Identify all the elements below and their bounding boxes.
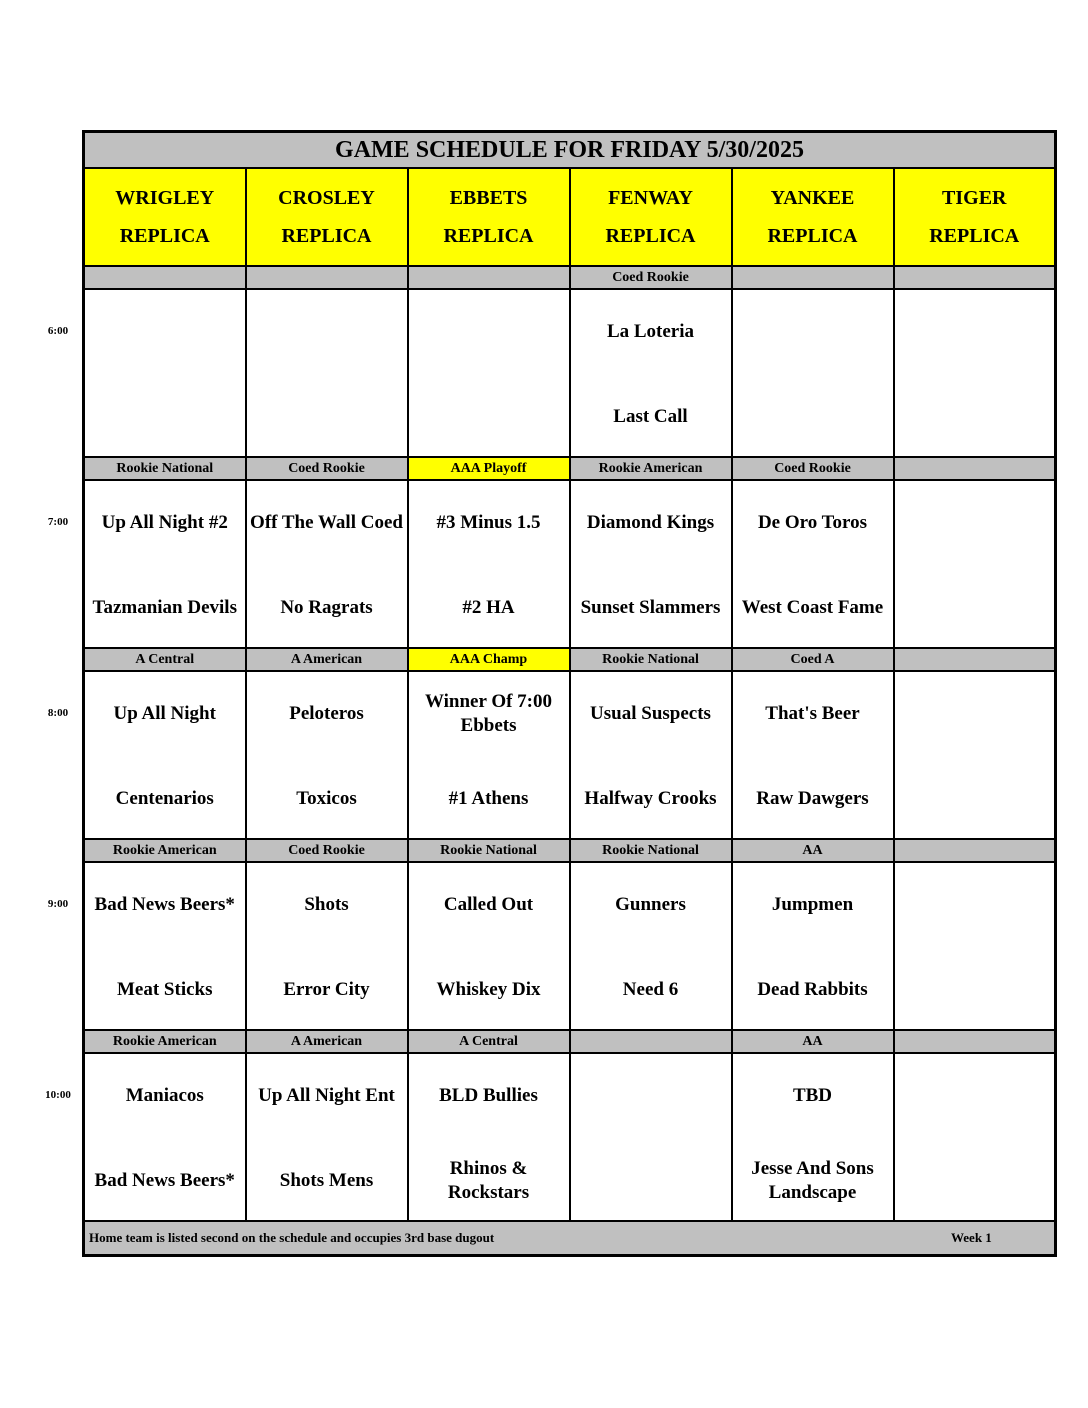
game-cell bbox=[246, 480, 408, 648]
away-team bbox=[895, 875, 1055, 935]
home-team bbox=[895, 387, 1055, 447]
home-team bbox=[895, 578, 1055, 638]
home-team-name: Toxicos bbox=[296, 788, 357, 809]
away-team bbox=[733, 493, 893, 553]
division-label bbox=[894, 839, 1056, 862]
time-slot-label: 7:00 bbox=[47, 516, 69, 528]
division-label bbox=[894, 648, 1056, 671]
venue-name: CROSLEY bbox=[278, 187, 375, 209]
division-label: AAA Champ bbox=[408, 648, 570, 671]
away-team-name: La Loteria bbox=[606, 321, 695, 342]
away-team-name: BLD Bullies bbox=[439, 1085, 538, 1106]
game-cell bbox=[408, 862, 570, 1030]
division-label bbox=[894, 266, 1056, 289]
away-team bbox=[571, 684, 731, 744]
game-cell bbox=[894, 671, 1056, 839]
venue-row bbox=[84, 168, 1056, 266]
division-label: Rookie National bbox=[84, 457, 246, 480]
footer-row bbox=[84, 1221, 1056, 1256]
venue-header bbox=[570, 168, 732, 266]
venue-subtitle: REPLICA bbox=[767, 225, 858, 247]
game-cell bbox=[732, 671, 894, 839]
game-cell bbox=[246, 1053, 408, 1221]
game-cell bbox=[570, 862, 732, 1030]
division-label bbox=[894, 457, 1056, 480]
home-team-name: Raw Dawgers bbox=[756, 788, 869, 809]
time-slot-label: 9:00 bbox=[47, 898, 69, 910]
footer bbox=[84, 1221, 1056, 1256]
away-team-name: #3 Minus 1.5 bbox=[436, 512, 541, 533]
away-team-name: De Oro Toros bbox=[757, 512, 868, 533]
venue-header bbox=[732, 168, 894, 266]
home-team bbox=[733, 1151, 893, 1211]
away-team bbox=[85, 493, 245, 553]
division-label bbox=[246, 266, 408, 289]
away-team bbox=[895, 493, 1055, 553]
away-team-name: Shots bbox=[304, 894, 349, 915]
away-team bbox=[571, 875, 731, 935]
away-team bbox=[409, 493, 569, 553]
game-cell bbox=[570, 1053, 732, 1221]
division-row bbox=[84, 266, 1056, 289]
division-label: A American bbox=[246, 1030, 408, 1053]
week-label: Week 1 bbox=[951, 1230, 992, 1245]
venue-name: WRIGLEY bbox=[115, 187, 215, 209]
home-team bbox=[571, 769, 731, 829]
home-team-name: Whiskey Dix bbox=[436, 979, 541, 1000]
game-cell bbox=[408, 289, 570, 457]
division-label: Rookie American bbox=[570, 457, 732, 480]
home-team-name: Centenarios bbox=[115, 788, 214, 809]
home-team bbox=[85, 387, 245, 447]
division-label: Rookie National bbox=[570, 648, 732, 671]
game-row bbox=[84, 480, 1056, 648]
division-label bbox=[84, 266, 246, 289]
division-label: Coed Rookie bbox=[246, 457, 408, 480]
game-cell bbox=[84, 289, 246, 457]
home-team bbox=[247, 387, 407, 447]
away-team bbox=[247, 302, 407, 362]
home-team-name: #2 HA bbox=[462, 597, 515, 618]
home-team bbox=[733, 578, 893, 638]
home-team bbox=[247, 960, 407, 1020]
home-team bbox=[571, 960, 731, 1020]
home-team bbox=[895, 1151, 1055, 1211]
home-team-name: Last Call bbox=[613, 406, 688, 427]
home-team bbox=[85, 769, 245, 829]
venue-name: FENWAY bbox=[608, 187, 693, 209]
schedule-title: GAME SCHEDULE FOR FRIDAY 5/30/2025 bbox=[84, 132, 1056, 169]
venue-header bbox=[84, 168, 246, 266]
venue-subtitle: REPLICA bbox=[443, 225, 534, 247]
venue-header bbox=[408, 168, 570, 266]
venue-name: EBBETS bbox=[449, 187, 528, 209]
home-team bbox=[85, 1151, 245, 1211]
away-team bbox=[247, 493, 407, 553]
home-team-name: Rhinos & Rockstars bbox=[447, 1158, 530, 1203]
division-label: A Central bbox=[408, 1030, 570, 1053]
venue-name: YANKEE bbox=[770, 187, 855, 209]
home-team bbox=[895, 960, 1055, 1020]
division-label: Rookie National bbox=[570, 839, 732, 862]
division-label: Rookie American bbox=[84, 839, 246, 862]
schedule-body bbox=[84, 132, 1056, 1256]
venue-name: TIGER bbox=[942, 187, 1007, 209]
game-row bbox=[84, 1053, 1056, 1221]
division-label: Coed Rookie bbox=[732, 457, 894, 480]
away-team bbox=[895, 684, 1055, 744]
time-slot-label: 10:00 bbox=[45, 1089, 71, 1101]
away-team bbox=[895, 1066, 1055, 1126]
home-team-name: Need 6 bbox=[622, 979, 679, 1000]
game-cell bbox=[84, 480, 246, 648]
time-slot-label: 6:00 bbox=[47, 325, 69, 337]
home-team-name: Shots Mens bbox=[279, 1170, 374, 1191]
away-team bbox=[409, 875, 569, 935]
away-team bbox=[409, 1066, 569, 1126]
away-team bbox=[85, 875, 245, 935]
home-team bbox=[247, 1151, 407, 1211]
away-team bbox=[247, 1066, 407, 1126]
away-team-name: Peloteros bbox=[289, 703, 364, 724]
game-cell bbox=[894, 1053, 1056, 1221]
away-team bbox=[733, 684, 893, 744]
home-team-name: #1 Athens bbox=[448, 788, 529, 809]
title-row bbox=[84, 132, 1056, 169]
division-row bbox=[84, 839, 1056, 862]
home-team bbox=[409, 769, 569, 829]
game-row bbox=[84, 671, 1056, 839]
game-cell bbox=[894, 480, 1056, 648]
game-cell bbox=[84, 671, 246, 839]
division-label: Coed Rookie bbox=[570, 266, 732, 289]
game-cell bbox=[732, 1053, 894, 1221]
away-team-name: Up All Night Ent bbox=[258, 1085, 395, 1106]
away-team bbox=[733, 302, 893, 362]
game-cell bbox=[84, 862, 246, 1030]
away-team-name: Gunners bbox=[615, 894, 686, 915]
home-team bbox=[85, 960, 245, 1020]
division-label: AA bbox=[732, 839, 894, 862]
division-label bbox=[732, 266, 894, 289]
home-team-name: Tazmanian Devils bbox=[92, 597, 237, 618]
game-cell bbox=[570, 671, 732, 839]
division-label bbox=[570, 1030, 732, 1053]
home-team bbox=[571, 578, 731, 638]
home-team bbox=[85, 578, 245, 638]
home-team bbox=[409, 578, 569, 638]
home-team-name: Meat Sticks bbox=[116, 979, 213, 1000]
away-team-name: Off The Wall Coed bbox=[250, 512, 403, 533]
division-label bbox=[408, 266, 570, 289]
away-team bbox=[895, 302, 1055, 362]
game-cell bbox=[408, 480, 570, 648]
division-label: A Central bbox=[84, 648, 246, 671]
home-team-name: West Coast Fame bbox=[741, 597, 884, 618]
division-label: A American bbox=[246, 648, 408, 671]
home-team bbox=[733, 960, 893, 1020]
away-team bbox=[247, 875, 407, 935]
away-team-name: Up All Night bbox=[113, 703, 216, 724]
away-team-name: TBD bbox=[792, 1085, 833, 1106]
venue-header bbox=[894, 168, 1056, 266]
home-team bbox=[409, 1151, 569, 1211]
division-label: AAA Playoff bbox=[408, 457, 570, 480]
game-cell bbox=[894, 289, 1056, 457]
division-row bbox=[84, 648, 1056, 671]
division-row bbox=[84, 1030, 1056, 1053]
home-team-name: Sunset Slammers bbox=[580, 597, 721, 618]
home-team-name: Bad News Beers* bbox=[94, 1170, 235, 1191]
away-team bbox=[733, 875, 893, 935]
venue-subtitle: REPLICA bbox=[281, 225, 372, 247]
game-cell bbox=[894, 862, 1056, 1030]
schedule-table bbox=[82, 130, 1057, 1257]
game-cell bbox=[570, 480, 732, 648]
game-row bbox=[84, 289, 1056, 457]
away-team-name: Maniacos bbox=[125, 1085, 204, 1106]
away-team bbox=[247, 684, 407, 744]
home-team bbox=[733, 769, 893, 829]
game-cell bbox=[246, 289, 408, 457]
home-team-name: Error City bbox=[283, 979, 370, 1000]
home-team bbox=[247, 578, 407, 638]
away-team bbox=[85, 684, 245, 744]
home-team-name: Halfway Crooks bbox=[584, 788, 717, 809]
away-team bbox=[85, 1066, 245, 1126]
game-cell bbox=[732, 480, 894, 648]
away-team-name: That's Beer bbox=[765, 703, 860, 724]
away-team-name: Diamond Kings bbox=[586, 512, 715, 533]
game-cell bbox=[732, 862, 894, 1030]
home-team bbox=[247, 769, 407, 829]
division-label: AA bbox=[732, 1030, 894, 1053]
game-cell bbox=[408, 671, 570, 839]
home-team-name: Dead Rabbits bbox=[757, 979, 868, 1000]
division-label: Rookie National bbox=[408, 839, 570, 862]
division-row bbox=[84, 457, 1056, 480]
footer-note: Home team is listed second on the schedule and occupies 3rd base dugout bbox=[89, 1230, 495, 1245]
away-team-name: Jumpmen bbox=[771, 894, 854, 915]
away-team bbox=[733, 1066, 893, 1126]
division-label: Coed Rookie bbox=[246, 839, 408, 862]
away-team-name: Called Out bbox=[443, 894, 534, 915]
away-team-name: Bad News Beers* bbox=[94, 894, 235, 915]
venue-subtitle: REPLICA bbox=[929, 225, 1020, 247]
game-cell bbox=[732, 289, 894, 457]
away-team-name: Up All Night #2 bbox=[101, 512, 228, 533]
venue-subtitle: REPLICA bbox=[605, 225, 696, 247]
division-label bbox=[894, 1030, 1056, 1053]
home-team bbox=[409, 387, 569, 447]
venue-subtitle: REPLICA bbox=[119, 225, 210, 247]
game-cell bbox=[408, 1053, 570, 1221]
away-team bbox=[571, 302, 731, 362]
away-team bbox=[409, 302, 569, 362]
division-label: Rookie American bbox=[84, 1030, 246, 1053]
time-slot-label: 8:00 bbox=[47, 707, 69, 719]
away-team-name: Winner Of 7:00 Ebbets bbox=[424, 691, 553, 736]
game-cell bbox=[84, 1053, 246, 1221]
away-team bbox=[409, 684, 569, 744]
venue-header bbox=[246, 168, 408, 266]
game-cell bbox=[246, 671, 408, 839]
game-row bbox=[84, 862, 1056, 1030]
away-team bbox=[571, 493, 731, 553]
home-team bbox=[571, 387, 731, 447]
away-team bbox=[571, 1066, 731, 1126]
game-cell bbox=[246, 862, 408, 1030]
division-label: Coed A bbox=[732, 648, 894, 671]
home-team bbox=[409, 960, 569, 1020]
home-team-name: Jesse And Sons Landscape bbox=[751, 1158, 874, 1203]
home-team-name: No Ragrats bbox=[280, 597, 373, 618]
home-team bbox=[571, 1151, 731, 1211]
home-team bbox=[895, 769, 1055, 829]
away-team-name: Usual Suspects bbox=[590, 703, 711, 724]
home-team bbox=[733, 387, 893, 447]
away-team bbox=[85, 302, 245, 362]
game-cell bbox=[570, 289, 732, 457]
